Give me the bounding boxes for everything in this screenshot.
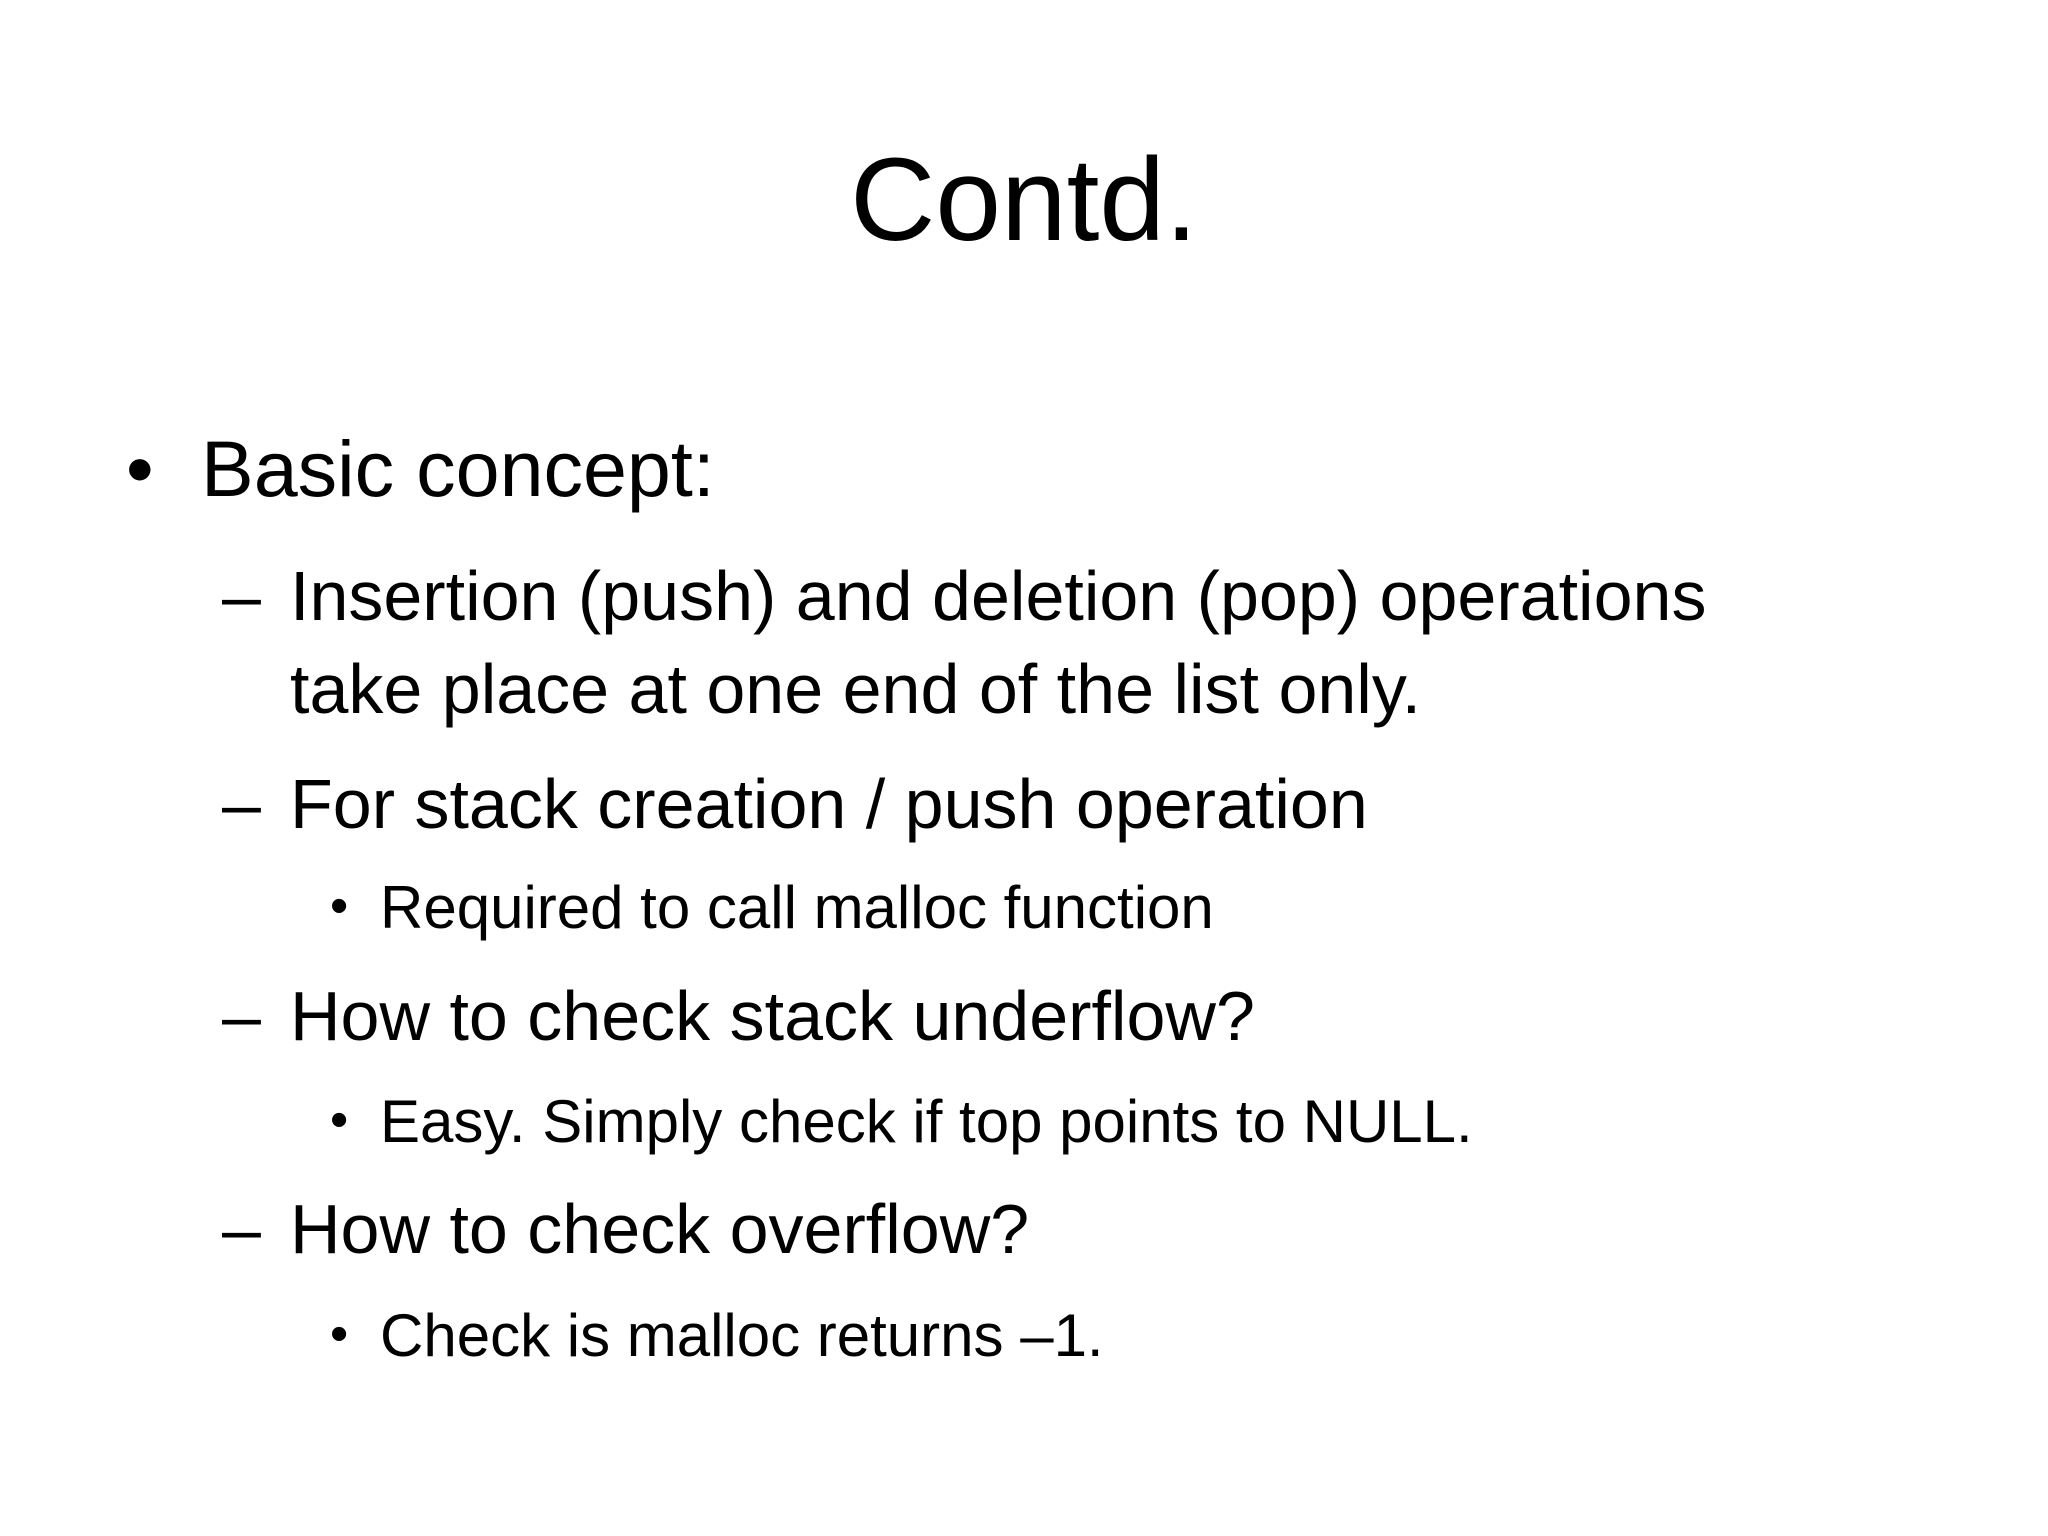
dash-marker: – xyxy=(222,557,261,635)
subsubbullet-text: Required to call malloc function xyxy=(380,874,1214,941)
bullet-marker: • xyxy=(330,1305,349,1363)
bullet-marker: • xyxy=(330,877,349,935)
subbullet-text: How to check stack underflow? xyxy=(290,977,1255,1055)
dash-marker: – xyxy=(222,1190,261,1268)
subbullet-text: For stack creation / push operation xyxy=(290,765,1368,843)
subsubbullet-text: Easy. Simply check if top points to NULL. xyxy=(380,1088,1473,1155)
bullet-marker: • xyxy=(126,424,154,513)
subsubbullet-text: Check is malloc returns –1. xyxy=(380,1302,1104,1369)
bullet-text: Basic concept: xyxy=(201,424,715,513)
subbullet-text-line1: Insertion (push) and deletion (pop) operations xyxy=(290,557,1707,635)
subbullet-text: How to check overflow? xyxy=(290,1190,1030,1268)
slide-title: Contd. xyxy=(850,134,1198,266)
dash-marker: – xyxy=(222,977,261,1055)
subbullet-text-line2: take place at one end of the list only. xyxy=(290,650,1422,728)
dash-marker: – xyxy=(222,765,261,843)
bullet-marker: • xyxy=(330,1091,349,1149)
